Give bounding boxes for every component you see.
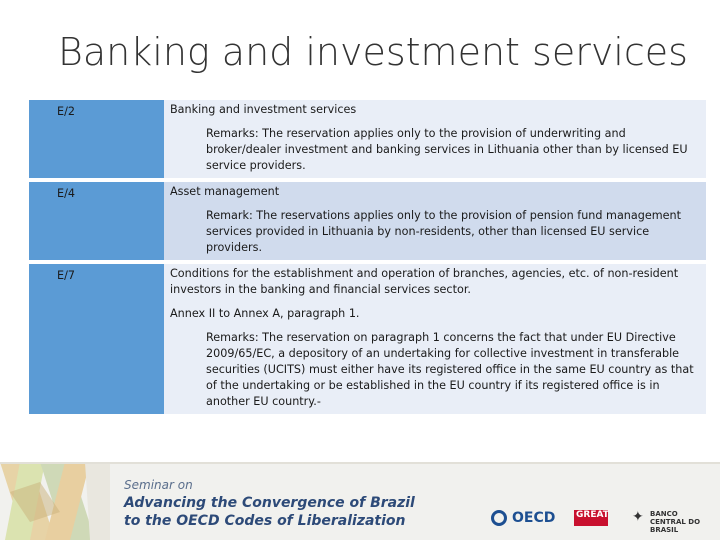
row-code: E/7 [29, 264, 164, 414]
row-code: E/4 [29, 182, 164, 260]
decorative-pattern [0, 462, 110, 540]
oecd-logo-icon [491, 510, 507, 526]
seminar-title-line: to the OECD Codes of Liberalization [124, 513, 406, 529]
footer-divider [0, 462, 720, 464]
great-logo: GREAT [576, 510, 609, 520]
row-remark: Remark: The reservations applies only to the provision of pension fund management services provided in Lithuania by non-residents, other than licensed EU service providers. [206, 209, 681, 254]
seminar-title-line: Advancing the Convergence of Brazil [124, 495, 415, 511]
banco-central-logo: BANCO CENTRAL DO BRASIL [650, 510, 701, 534]
row-body [164, 264, 706, 414]
slide-title: Banking and investment services [58, 30, 688, 74]
row-heading: Conditions for the establishment and operation of branches, agencies, etc. of non-resident investors in the banking and financial services sector. [170, 267, 679, 296]
row-annex: Annex II to Annex A, paragraph 1. [170, 307, 360, 320]
row-heading: Banking and investment services [170, 103, 357, 116]
row-remark: Remarks: The reservation on paragraph 1 concerns the fact that under EU Directive 2009/65/EC, a depository of an undertaking for collective investment in transferable securities (UCITS) must either have its registered office in the same EU country as that of the undertaking or be established in the EU country if its registered office is in another EU country.- [206, 331, 694, 408]
seminar-label: Seminar on [124, 478, 193, 492]
banco-central-logo-icon: ✦ [632, 509, 644, 525]
table-row [29, 100, 706, 178]
row-body [164, 100, 706, 178]
oecd-logo: OECD [512, 510, 556, 526]
table-row [29, 182, 706, 260]
row-heading: Asset management [170, 185, 280, 198]
table-row [29, 264, 706, 414]
row-body [164, 182, 706, 260]
reservations-table [29, 100, 706, 414]
seminar-title [124, 494, 415, 530]
row-remark: Remarks: The reservation applies only to the provision of underwriting and broker/dealer investment and banking services in Lithuania other than by licensed EU service providers. [206, 127, 688, 172]
row-code: E/2 [29, 100, 164, 178]
